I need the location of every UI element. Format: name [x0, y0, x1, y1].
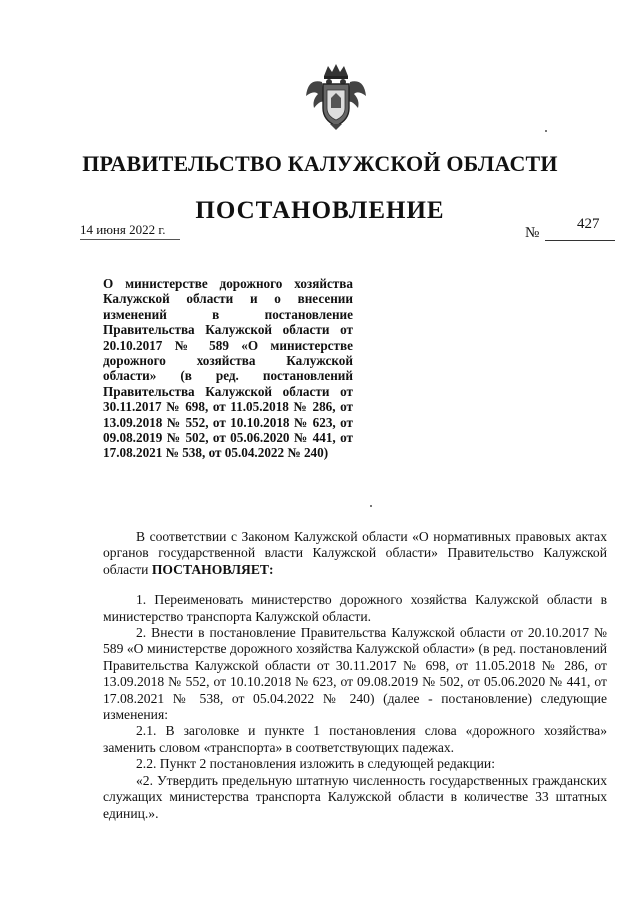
scan-speck: [545, 130, 547, 132]
scan-speck: [370, 505, 372, 507]
document-date: 14 июня 2022 г.: [80, 222, 180, 240]
preamble-text: В соответствии с Законом Калужской области «О нормативных правовых актах органов государственной власти Калужской области» Правительство Калужской области: [103, 529, 607, 577]
clause-2: 2. Внести в постановление Правительства Калужской области от 20.10.2017 № 589 «О министерстве дорожного хозяйства Калужской области» (в ред. постановлений Правительства Калужской области от 30.11.2017 № 698, от 11.05.2018 № 286, от 13.09.2018 № 552, от 10.10.2018 № 623, от 09.08.2019 № 502, от 05.06.2020 № 441, от 17.08.2021 № 538, от 05.04.2022 № 240) (далее - постановление) следующие изменения:: [103, 625, 607, 723]
document-number: 427: [577, 216, 600, 232]
coat-of-arms-icon: [302, 62, 370, 130]
document-subject: О министерстве дорожного хозяйства Калужской области и о внесении изменений в постановление Правительства Калужской области от 20.10.2017 № 589 «О министерстве дорожного хозяйства Калужской области» (в ред. постановлений Правительства Калужской области от 30.11.2017 № 698, от 11.05.2018 № 286, от 13.09.2018 № 552, от 10.10.2018 № 623, от 09.08.2019 № 502, от 05.06.2020 № 441, от 17.08.2021 № 538, от 05.04.2022 № 240): [103, 276, 353, 461]
preamble-paragraph: [103, 529, 607, 578]
document-body: [103, 529, 607, 822]
number-underline: [545, 240, 615, 241]
clause-1: 1. Переименовать министерство дорожного хозяйства Калужской области в министерство транспорта Калужской области.: [103, 592, 607, 624]
clause-2-1: 2.1. В заголовке и пункте 1 постановления слова «дорожного хозяйства» заменить словом «транспорта» в соответствующих падежах.: [103, 723, 607, 755]
document-number-block: [525, 218, 615, 242]
government-title: ПРАВИТЕЛЬСТВО КАЛУЖСКОЙ ОБЛАСТИ: [82, 151, 558, 176]
number-sign: №: [525, 225, 540, 241]
clause-2-2: 2.2. Пункт 2 постановления изложить в следующей редакции:: [136, 756, 495, 772]
resolves-keyword: ПОСТАНОВЛЯЕТ:: [151, 561, 274, 577]
clause-2-2-quote: «2. Утвердить предельную штатную численность государственных гражданских служащих министерства транспорта Калужской области в количестве 33 штатных единиц.».: [103, 772, 607, 821]
document-type-title: ПОСТАНОВЛЕНИЕ: [195, 197, 445, 224]
